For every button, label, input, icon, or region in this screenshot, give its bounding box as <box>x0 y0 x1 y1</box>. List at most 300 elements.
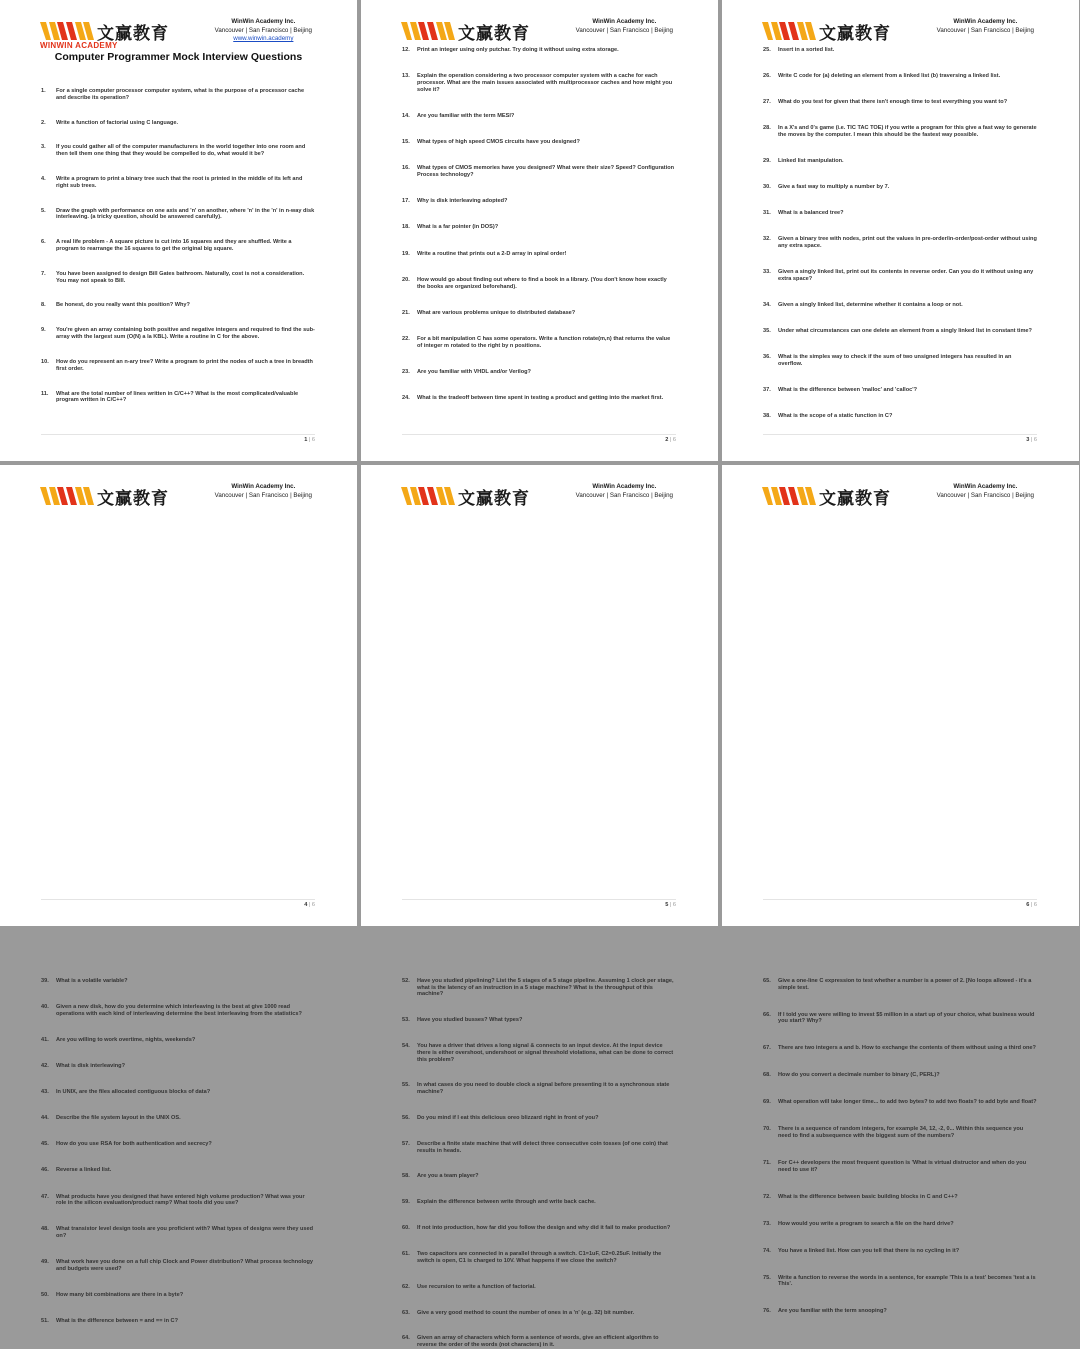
question-number: 75. <box>763 1274 771 1281</box>
question-number: 2. <box>41 119 46 126</box>
question-text: Use recursion to write a function of factorial. <box>417 1283 536 1290</box>
question-item <box>763 302 1037 309</box>
company-name: WinWin Academy Inc. <box>231 18 296 25</box>
question-item <box>41 1115 315 1122</box>
question-item <box>402 369 676 376</box>
question-item <box>763 413 1037 420</box>
page-number <box>665 902 676 908</box>
page-number <box>665 437 676 443</box>
question-number: 19. <box>402 250 410 257</box>
question-item <box>402 336 676 349</box>
question-text: How many bit combinations are there in a byte? <box>56 1292 184 1299</box>
question-number: 52. <box>402 978 410 984</box>
company-locations: Vancouver | San Francisco | Beijing <box>214 26 312 34</box>
company-locations: Vancouver | San Francisco | Beijing <box>936 491 1034 499</box>
question-item <box>41 391 315 404</box>
logo-chinese-text: 文赢教育 <box>97 489 169 509</box>
question-text: Are you familiar with the term MESI? <box>417 112 515 119</box>
company-name: WinWin Academy Inc. <box>953 18 1018 25</box>
question-number: 53. <box>402 1017 410 1024</box>
question-item <box>402 1082 676 1095</box>
question-number: 48. <box>41 1226 49 1233</box>
question-text: Two capacitors are connected in a parallel through a switch. C1=1uF, C2=0.25uF. Initially the switch is open, C1 is charged to 10V. What happens if we close the switch? <box>417 1251 662 1264</box>
question-item <box>402 198 676 205</box>
document-page <box>722 465 1079 1315</box>
logo-english-text: WINWIN ACADEMY <box>40 41 118 50</box>
question-text: Explain the operation considering a two processor computer system with a cache for each processor. What are the main issues associated with multiprocessor caches and how might you solve it? <box>417 73 673 93</box>
question-item <box>763 1160 1037 1173</box>
question-text: What operation will take longer time... to add two bytes? to add two floats? to add byte and float? <box>778 1099 1037 1106</box>
document-page <box>722 0 1079 461</box>
question-number: 16. <box>402 165 410 172</box>
question-number: 72. <box>763 1193 771 1200</box>
question-item <box>402 251 676 258</box>
question-number: 56. <box>402 1115 410 1122</box>
question-item <box>41 1004 315 1017</box>
question-text: Are you familiar with VHDL and/or Verilog? <box>417 368 531 375</box>
question-text: Give a one-line C expression to test whether a number is a power of 2. [No loops allowed - it's a simple test. <box>778 978 1032 991</box>
question-item <box>763 978 1037 991</box>
page-number-current: 3 <box>1026 437 1030 443</box>
question-item <box>402 165 676 178</box>
question-text: How do you convert a decimale number to binary (C, PERL)? <box>778 1072 940 1079</box>
company-name: WinWin Academy Inc. <box>231 483 296 490</box>
company-header <box>215 483 312 500</box>
question-item <box>763 125 1037 138</box>
question-number: 54. <box>402 1043 410 1050</box>
question-number: 28. <box>763 125 771 132</box>
question-item <box>41 1141 315 1148</box>
question-text: There is a sequence of random integers, for example 34, 12, -2, 0... Within this sequence you need to find a subsequence with the biggest sum of the numbers? <box>778 1126 1024 1139</box>
company-locations: Vancouver | San Francisco | Beijing <box>575 491 673 499</box>
question-number: 43. <box>41 1089 49 1096</box>
question-item <box>41 1089 315 1096</box>
question-item <box>763 1221 1037 1228</box>
question-number: 61. <box>402 1251 410 1258</box>
question-number: 4. <box>41 176 46 183</box>
page-number-current: 5 <box>665 902 669 908</box>
document-page <box>361 0 718 461</box>
question-item <box>402 1173 676 1180</box>
question-text: A real life problem - A square picture is cut into 16 squares and they are shuffled. Write a program to rearrange the 16 squares to get the original big square. <box>56 239 292 252</box>
question-number: 69. <box>763 1099 771 1106</box>
question-number: 32. <box>763 236 771 243</box>
page-number <box>1026 902 1037 908</box>
question-text: What are the total number of lines written in C/C++? What is the most complicated/valuable program written in C/C++? <box>56 390 299 404</box>
question-text: What is a balanced tree? <box>778 210 844 217</box>
question-text: For C++ developers the most frequent question is 'What is virtual distructor and when do you need to use it? <box>778 1159 1027 1173</box>
question-text: Are you willing to work overtime, nights, weekends? <box>56 1036 196 1043</box>
question-item <box>41 144 315 157</box>
logo-chinese-text: 文赢教育 <box>819 24 891 44</box>
winwin-logo <box>40 483 169 519</box>
question-item <box>763 269 1037 282</box>
question-text: If I told you we were willing to invest $5 million in a start up of your choice, what business would you start? Why? <box>778 1011 1035 1025</box>
question-item <box>763 328 1037 335</box>
question-text: Write a function to reverse the words in a sentence, for example 'This is a test' becomes 'test a is This'. <box>778 1274 1036 1288</box>
question-number: 17. <box>402 198 410 205</box>
question-number: 60. <box>402 1225 410 1232</box>
question-item <box>41 1226 315 1239</box>
logo-chinese-text: 文赢教育 <box>458 489 530 509</box>
question-item <box>763 99 1037 106</box>
page-number-current: 2 <box>665 437 669 443</box>
footer-rule <box>41 434 315 435</box>
question-list <box>763 978 1037 1315</box>
question-item <box>41 1292 315 1299</box>
question-item <box>41 271 315 284</box>
question-item <box>41 1037 315 1044</box>
question-text: What do you test for given that there isn't enough time to test everything you want to? <box>778 99 1008 106</box>
page-number <box>304 437 315 443</box>
question-item <box>41 1194 315 1207</box>
page-number-separator: | <box>1029 437 1034 443</box>
company-locations: Vancouver | San Francisco | Beijing <box>214 491 312 499</box>
question-number: 6. <box>41 239 46 246</box>
page-number-current: 4 <box>304 902 308 908</box>
question-text: Be honest, do you really want this position? Why? <box>56 302 190 309</box>
question-item <box>402 310 676 317</box>
question-number: 64. <box>402 1335 410 1342</box>
question-number: 27. <box>763 99 771 106</box>
question-item <box>402 1251 676 1264</box>
question-number: 70. <box>763 1126 771 1133</box>
question-text: What types of high speed CMOS circuits have you designed? <box>417 139 580 146</box>
question-text: For a bit manipulation C has some operators. Write a function rotate(m,n) that returns the value of integer m rotated to the right by n positions. <box>417 336 671 349</box>
question-item <box>41 208 315 221</box>
question-item <box>763 47 1037 54</box>
question-item <box>402 395 676 402</box>
question-number: 35. <box>763 328 771 335</box>
company-header <box>215 18 312 44</box>
question-text: You have been assigned to design Bill Gates bathroom. Naturally, cost is not a consideration. You may not speak to Bill. <box>56 270 305 284</box>
page-number-total: 6 <box>672 437 676 443</box>
company-header <box>937 483 1034 500</box>
question-text: Write a routine that prints out a 2-D array in spiral order! <box>417 250 567 257</box>
question-list <box>402 978 676 1349</box>
question-number: 65. <box>763 978 771 984</box>
question-number: 1. <box>41 88 46 94</box>
company-header <box>937 18 1034 35</box>
question-item <box>763 354 1037 367</box>
company-name: WinWin Academy Inc. <box>592 18 657 25</box>
question-text: Reverse a linked list. <box>56 1167 112 1174</box>
question-item <box>763 1248 1037 1255</box>
company-header <box>576 18 673 35</box>
question-number: 29. <box>763 158 771 165</box>
question-text: Write a program to print a binary tree such that the root is printed in the middle of its left and right sub trees. <box>56 176 303 189</box>
winwin-logo <box>40 18 169 54</box>
question-list <box>41 88 315 404</box>
question-number: 40. <box>41 1004 49 1011</box>
question-item <box>763 210 1037 217</box>
question-text: Given a new disk, how do you determine which interleaving is the best at give 1000 read operations with each kind of interleaving determine the best interleaving from the statistics? <box>56 1004 302 1017</box>
question-item <box>763 236 1037 249</box>
page-number-separator: | <box>1029 902 1034 908</box>
question-text: What are various problems unique to distributed database? <box>417 309 576 316</box>
question-text: If you could gather all of the computer manufacturers in the world together into one room and then tell them one thing that they would be compelled to do, what would it be? <box>56 144 306 158</box>
question-text: You have a linked list. How can you tell that there is no cycling in it? <box>778 1247 960 1254</box>
question-text: Explain the difference between write through and write back cache. <box>417 1199 596 1206</box>
question-number: 3. <box>41 144 46 151</box>
question-item <box>763 1308 1037 1315</box>
question-number: 26. <box>763 73 771 80</box>
question-text: Are you familiar with the term snooping? <box>778 1308 887 1315</box>
question-text: What is a far pointer (in DOS)? <box>417 224 499 231</box>
question-number: 49. <box>41 1259 49 1266</box>
question-text: Are you a team player? <box>417 1173 479 1180</box>
question-number: 24. <box>402 395 410 402</box>
question-item <box>41 1318 315 1325</box>
question-number: 5. <box>41 207 46 214</box>
question-text: What types of CMOS memories have you designed? What were their size? Speed? Configuration Process technology? <box>417 165 675 178</box>
question-text: How do you use RSA for both authentication and secrecy? <box>56 1141 212 1148</box>
question-list <box>41 978 315 1325</box>
question-text: What transistor level design tools are you proficient with? What types of designs were they used on? <box>56 1226 314 1240</box>
winwin-logo-mark-icon <box>40 485 94 507</box>
logo-chinese-text: 文赢教育 <box>97 24 169 44</box>
page-number-total: 6 <box>311 437 315 443</box>
question-item <box>41 327 315 340</box>
question-text: What is the difference between 'malloc' and 'calloc'? <box>778 387 917 394</box>
question-item <box>41 302 315 309</box>
footer-rule <box>763 434 1037 435</box>
question-text: Insert in a sorted list. <box>778 47 835 53</box>
question-text: For a single computer processor computer system, what is the purpose of a processor cache and describe its operation? <box>56 88 305 101</box>
question-number: 45. <box>41 1141 49 1148</box>
page-number-separator: | <box>307 902 312 908</box>
question-number: 9. <box>41 327 46 334</box>
question-item <box>763 184 1037 191</box>
question-number: 10. <box>41 358 49 365</box>
question-number: 37. <box>763 387 771 394</box>
question-item <box>402 1043 676 1063</box>
question-item <box>763 158 1037 165</box>
question-item <box>763 1012 1037 1025</box>
question-text: Linked list manipulation. <box>778 158 844 165</box>
question-number: 62. <box>402 1283 410 1290</box>
question-text: Write a function of factorial using C language. <box>56 119 179 126</box>
question-text: How would you write a program to search a file on the hard drive? <box>778 1220 954 1227</box>
question-text: What is the simples way to check if the sum of two unsigned integers has resulted in an overflow. <box>778 354 1012 368</box>
question-text: What is the scope of a static function in C? <box>778 413 893 420</box>
question-number: 31. <box>763 210 771 217</box>
question-item <box>402 47 676 54</box>
winwin-logo <box>401 483 530 519</box>
company-name: WinWin Academy Inc. <box>592 483 657 490</box>
question-number: 38. <box>763 413 771 420</box>
winwin-logo-mark-icon <box>762 20 816 42</box>
question-text: Given a singly linked list, determine whether it contains a loop or not. <box>778 302 963 309</box>
page-number-current: 6 <box>1026 902 1030 908</box>
logo-chinese-text: 文赢教育 <box>458 24 530 44</box>
question-text: Given an array of characters which form a sentence of words, give an efficient algorithm to reverse the order of the words (not characters) in it. <box>417 1335 659 1349</box>
question-item <box>763 1045 1037 1052</box>
question-item <box>402 1017 676 1024</box>
document-title: Computer Programmer Mock Interview Questions <box>54 51 303 63</box>
document-page <box>0 0 357 461</box>
question-number: 59. <box>402 1199 410 1206</box>
footer-rule <box>402 434 676 435</box>
question-number: 7. <box>41 270 46 277</box>
document-page <box>0 465 357 1325</box>
question-number: 22. <box>402 336 410 342</box>
question-list <box>402 47 676 402</box>
question-item <box>402 1141 676 1154</box>
question-number: 73. <box>763 1220 771 1227</box>
question-item <box>402 113 676 120</box>
question-text: What is disk interleaving? <box>56 1063 126 1070</box>
question-item <box>402 277 676 290</box>
question-number: 76. <box>763 1308 771 1315</box>
question-item <box>41 978 315 985</box>
question-item <box>402 978 676 998</box>
question-number: 71. <box>763 1159 771 1166</box>
company-locations: Vancouver | San Francisco | Beijing <box>936 26 1034 34</box>
footer-rule <box>402 899 676 900</box>
question-item <box>402 1284 676 1291</box>
company-header <box>576 483 673 500</box>
footer-rule <box>41 899 315 900</box>
winwin-logo <box>762 483 891 519</box>
question-item <box>41 1063 315 1070</box>
question-text: Describe a finite state machine that will detect three consecutive coin tosses (of one coin) that results in heads. <box>417 1140 668 1154</box>
question-item <box>763 387 1037 394</box>
question-text: Have you studied busses? What types? <box>417 1017 523 1024</box>
question-item <box>41 120 315 127</box>
page-number-total: 6 <box>1033 902 1037 908</box>
question-text: What work have you done on a full chip Clock and Power distribution? What process technology and budgets were used? <box>56 1259 314 1272</box>
page-number-separator: | <box>668 437 673 443</box>
question-number: 39. <box>41 978 49 984</box>
question-item <box>41 359 315 372</box>
document-page <box>361 465 718 1349</box>
question-number: 36. <box>763 354 771 361</box>
question-text: Under what circumstances can one delete an element from a singly linked list in constant time? <box>778 328 1032 335</box>
question-number: 14. <box>402 112 410 119</box>
question-number: 15. <box>402 139 410 146</box>
question-text: What products have you designed that have entered high volume production? What was your role in the silicon evaluation/product ramp? What tools did you use? <box>56 1193 305 1207</box>
company-url-link[interactable]: www.winwin.academy <box>233 35 294 42</box>
question-text: In UNIX, are the files allocated contiguous blocks of data? <box>56 1089 211 1096</box>
question-text: Write C code for (a) deleting an element from a linked list (b) traversing a linked list. <box>778 73 1001 80</box>
question-item <box>763 1099 1037 1106</box>
page-number <box>304 902 315 908</box>
winwin-logo-mark-icon <box>762 485 816 507</box>
question-text: There are two integers a and b. How to exchange the contents of them without using a third one? <box>778 1045 1036 1052</box>
question-item <box>41 1167 315 1174</box>
question-text: In what cases do you need to double clock a signal before presenting it to a synchronous state machine? <box>417 1082 670 1096</box>
question-item <box>41 88 315 101</box>
question-number: 63. <box>402 1309 410 1316</box>
question-number: 67. <box>763 1045 771 1052</box>
question-item <box>763 1275 1037 1288</box>
question-number: 57. <box>402 1140 410 1147</box>
question-item <box>402 1335 676 1348</box>
question-number: 74. <box>763 1247 771 1254</box>
question-item <box>402 1225 676 1232</box>
question-item <box>41 176 315 189</box>
question-item <box>402 224 676 231</box>
question-item <box>402 1199 676 1206</box>
question-text: Do you mind if I eat this delicious oreo blizzard right in front of you? <box>417 1115 599 1122</box>
question-number: 58. <box>402 1173 410 1180</box>
question-item <box>402 1115 676 1122</box>
question-text: Given a singly linked list, print out its contents in reverse order. Can you do it without using any extra space? <box>778 269 1034 282</box>
question-number: 42. <box>41 1063 49 1070</box>
company-name: WinWin Academy Inc. <box>953 483 1018 490</box>
logo-chinese-text: 文赢教育 <box>819 489 891 509</box>
question-text: Given a binary tree with nodes, print out the values in pre-order/in-order/post-order without using any extra space. <box>778 236 1037 250</box>
page-number-separator: | <box>668 902 673 908</box>
question-item <box>402 1310 676 1317</box>
question-text: Describe the file system layout in the UNIX OS. <box>56 1115 181 1122</box>
question-text: In a X's and 0's game (i.e. TIC TAC TOE) if you write a program for this give a fast way to generate the moves by the computer. I mean this should be the fastest way possible. <box>778 125 1037 139</box>
question-item <box>763 1126 1037 1139</box>
question-text: Give a fast way to multiply a number by 7. <box>778 184 890 191</box>
question-number: 30. <box>763 184 771 191</box>
question-text: Print an integer using only putchar. Try doing it without using extra storage. <box>417 47 619 53</box>
question-number: 66. <box>763 1011 771 1018</box>
question-number: 23. <box>402 368 410 375</box>
question-text: What is a volatile variable? <box>56 978 128 984</box>
question-text: Why is disk interleaving adopted? <box>417 198 508 205</box>
question-item <box>763 73 1037 80</box>
question-item <box>402 73 676 93</box>
question-number: 20. <box>402 276 410 283</box>
question-item <box>763 1072 1037 1079</box>
question-number: 55. <box>402 1082 410 1089</box>
question-item <box>763 1194 1037 1201</box>
question-number: 34. <box>763 302 771 309</box>
question-number: 18. <box>402 224 410 231</box>
question-number: 47. <box>41 1193 49 1200</box>
winwin-logo-mark-icon <box>401 20 455 42</box>
question-number: 12. <box>402 47 410 53</box>
question-number: 51. <box>41 1318 49 1325</box>
question-text: Have you studied pipelining? List the 5 stages of a 5 stage pipeline. Assuming 1 clock per stage, what is the latency of an instruction in a 5 stage machine? What is the throughput of this machine? <box>417 978 674 998</box>
question-text: If not into production, how far did you follow the design and why did it fail to make production? <box>417 1225 671 1232</box>
page-number-total: 6 <box>1033 437 1037 443</box>
question-item <box>41 239 315 252</box>
question-text: What is the tradeoff between time spent in testing a product and getting into the market first. <box>417 395 664 402</box>
question-number: 50. <box>41 1292 49 1299</box>
page-number-current: 1 <box>304 437 308 443</box>
winwin-logo-mark-icon <box>40 20 94 42</box>
question-number: 68. <box>763 1072 771 1079</box>
page-number-total: 6 <box>311 902 315 908</box>
question-text: You're given an array containing both positive and negative integers and required to find the sub-array with the largest sum (O(N) a la KBL). Write a routine in C for the above. <box>56 327 315 341</box>
question-number: 13. <box>402 73 410 80</box>
question-number: 46. <box>41 1167 49 1174</box>
question-number: 21. <box>402 309 410 316</box>
question-text: You have a driver that drives a long signal & connects to an input device. At the input device there is either overshoot, undershoot or signal threshold violations, what can be done to correct this problem? <box>417 1043 674 1063</box>
page-number-total: 6 <box>672 902 676 908</box>
page-number-separator: | <box>307 437 312 443</box>
question-number: 25. <box>763 47 771 53</box>
question-text: What is the difference between basic building blocks in C and C++? <box>778 1193 958 1200</box>
footer-rule <box>763 899 1037 900</box>
question-number: 11. <box>41 390 49 397</box>
question-number: 41. <box>41 1036 49 1043</box>
question-item <box>402 139 676 146</box>
company-locations: Vancouver | San Francisco | Beijing <box>575 26 673 34</box>
page-number <box>1026 437 1037 443</box>
question-text: How do you represent an n-ary tree? Write a program to print the nodes of such a tree in breadth first order. <box>56 358 313 372</box>
question-number: 44. <box>41 1115 49 1122</box>
winwin-logo-mark-icon <box>401 485 455 507</box>
question-text: Draw the graph with performance on one axis and 'n' on another, where 'n' in the 'n' in n-way disk interleaving. (a tricky question, should be answered carefully). <box>56 207 315 221</box>
